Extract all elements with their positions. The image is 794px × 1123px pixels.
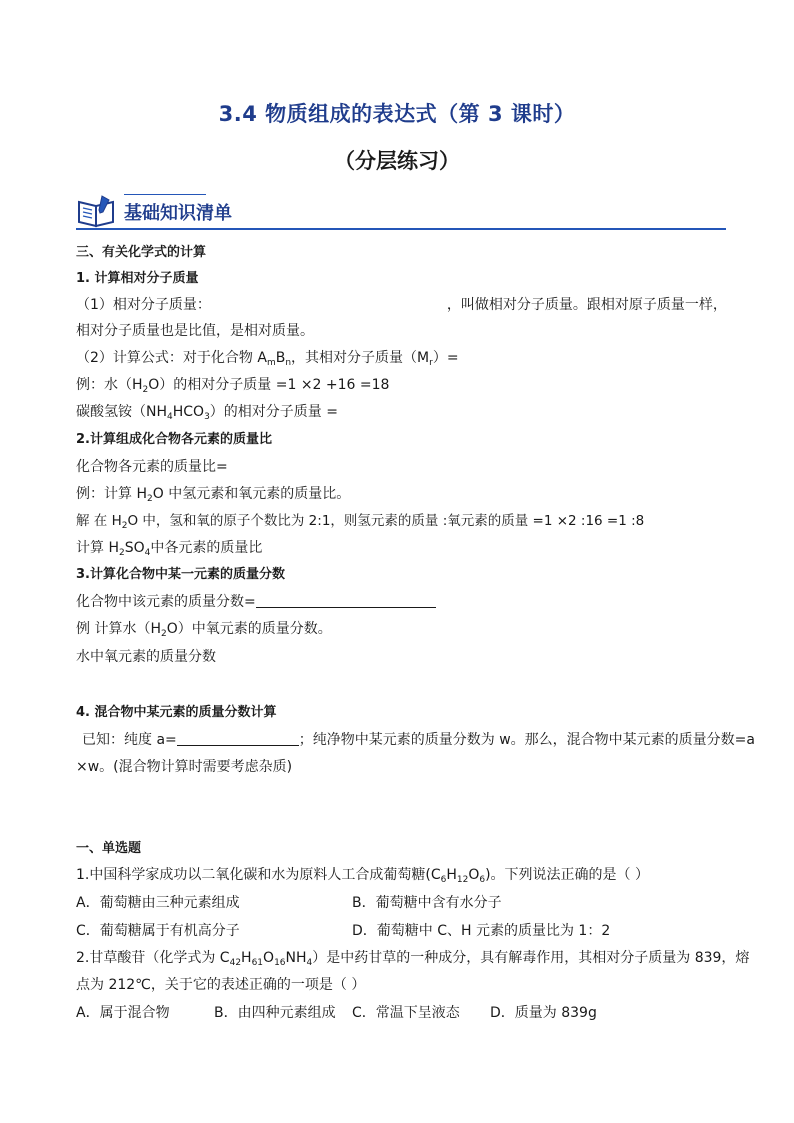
- question-2: 2.甘草酸苷（化学式为 $C_{42}H_{61}O_{16}NH_4$）是中药甘草的一种成分，具有解毒作用，其相对分子质量为 839，熔: [76, 950, 750, 968]
- paragraph: ×w。(混合物计算时需要考虑杂质): [76, 759, 293, 775]
- banner-label: 基础知识清单: [124, 203, 232, 224]
- option-c[interactable]: C．葡萄糖属于有机高分子: [76, 923, 240, 939]
- example-line: 例 计算水$(H_2O)$中氧元素的质量分数。: [76, 621, 332, 639]
- paragraph: 相对分子质量也是比值，是相对质量。: [76, 323, 314, 339]
- page-subtitle: （分层练习）: [334, 149, 460, 173]
- banner-top-line: [124, 194, 206, 195]
- subheading: 3.计算化合物中某一元素的质量分数: [76, 567, 285, 582]
- option-c[interactable]: C．常温下呈液态: [352, 1005, 460, 1021]
- subheading: 1. 计算相对分子质量: [76, 271, 199, 286]
- option-a[interactable]: A．葡萄糖由三种元素组成: [76, 895, 240, 911]
- example-line: 例：水$(H_2O)$的相对分子质量 =1 ×2 +16 =18: [76, 377, 390, 395]
- solution-line: 解 在 $H_2O$ 中，氢和氧的原子个数比为 2:1，则氢元素的质量 :氧元素的质量 =1 ×2 :16 =1 :8: [76, 513, 645, 531]
- section-heading: 一、单选题: [76, 841, 142, 856]
- fill-blank-line: 化合物中该元素的质量分数=: [76, 593, 436, 611]
- option-a[interactable]: A．属于混合物: [76, 1005, 170, 1021]
- section-heading: 三、有关化学式的计算: [76, 245, 207, 260]
- subheading: 2.计算组成化合物各元素的质量比: [76, 432, 272, 447]
- option-d[interactable]: D．质量为 839g: [490, 1005, 597, 1021]
- option-b[interactable]: B．由四种元素组成: [214, 1005, 336, 1021]
- paragraph: 水中氧元素的质量分数: [76, 649, 216, 665]
- answer-blank[interactable]: [177, 731, 299, 746]
- question-1: 1.中国科学家成功以二氧化碳和水为原料人工合成葡萄糖$(C_6H_{12}O_6)$。下列说法正确的是（ ）: [76, 867, 649, 885]
- question-2-line2: 点为 212℃，关于它的表述正确的一项是（ ）: [76, 977, 366, 993]
- fill-blank-line: 已知：纯度 a= ；纯净物中某元素的质量分数为 w。那么，混合物中某元素的质量分数=a: [82, 732, 755, 748]
- paragraph: （1）相对分子质量： ，叫做相对分子质量。跟相对原子质量一样，: [76, 297, 727, 313]
- answer-blank[interactable]: [256, 593, 436, 608]
- option-b[interactable]: B．葡萄糖中含有水分子: [352, 895, 502, 911]
- page-title: 3.4 物质组成的表达式（第 3 课时）: [218, 102, 576, 126]
- section-banner: [76, 190, 726, 232]
- subheading: 4. 混合物中某元素的质量分数计算: [76, 705, 277, 720]
- book-pen-icon: [76, 194, 120, 228]
- paragraph: 化合物各元素的质量比=: [76, 459, 228, 475]
- formula-line: （2）计算公式：对于化合物 $A_mB_n$，其相对分子质量$(M_r)=$: [76, 350, 459, 368]
- banner-rule: [76, 228, 726, 230]
- task-line: 计算 $H_2SO_4$中各元素的质量比: [76, 540, 263, 558]
- option-d[interactable]: D．葡萄糖中 C、H 元素的质量比为 1：2: [352, 923, 611, 939]
- example-line: 例：计算 $H_2O$ 中氢元素和氧元素的质量比。: [76, 486, 351, 504]
- example-line: 碳酸氢铵$(NH_4HCO_3)$的相对分子质量 =: [76, 404, 338, 422]
